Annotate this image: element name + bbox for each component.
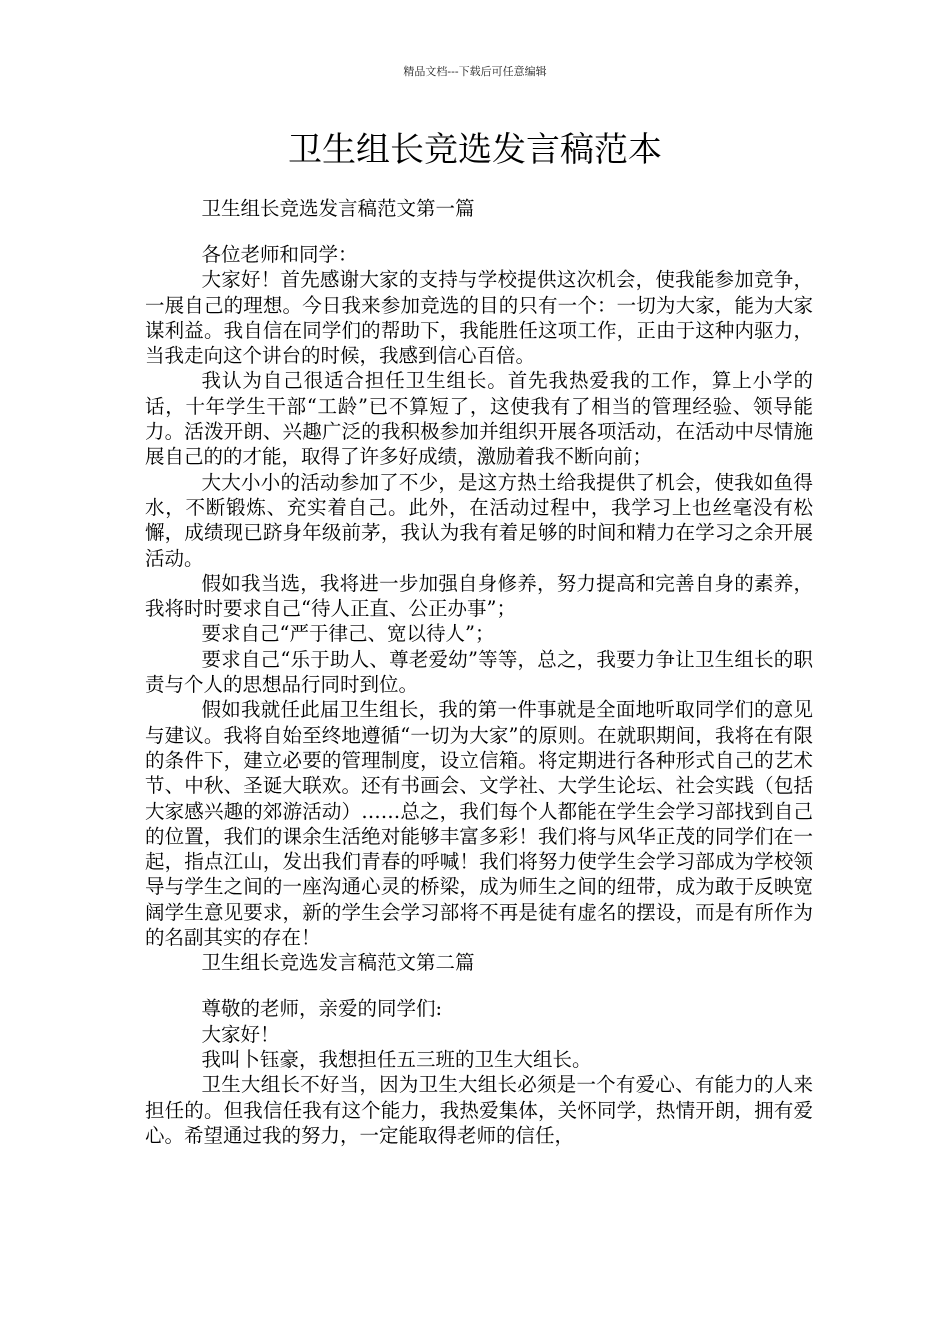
paragraph: 大大小小的活动参加了不少，是这方热土给我提供了机会，使我如鱼得水，不断锻炼、充实着自己。此外，在活动过程中，我学习上也丝毫没有松懈，成绩现已跻身年级前茅，我认为我有着足够的时间和精力在学习之余开展活动。 [145, 470, 813, 570]
paragraph: 要求自己“乐于助人、尊老爱幼”等等，总之，我要力争让卫生组长的职责与个人的思想品行同时到位。 [145, 647, 813, 697]
paragraph: 我叫卜钰豪，我想担任五三班的卫生大组长。 [201, 1047, 592, 1071]
greeting-2: 尊敬的老师，亲爱的同学们: [201, 997, 443, 1021]
greeting-1: 各位老师和同学： [201, 243, 358, 266]
paragraph: 我认为自己很适合担任卫生组长。首先我热爱我的工作，算上小学的话，十年学生干部“工龄”已不算短了，这使我有了相当的管理经验、领导能力。活泼开朗、兴趣广泛的我积极参加并组织开展各项活动，在活动中尽情施展自己的的才能，取得了许多好成绩，激励着我不断向前； [145, 369, 813, 469]
paragraph: 大家好！首先感谢大家的支持与学校提供这次机会，使我能参加竞争，一展自己的理想。今日我来参加竞选的目的只有一个：一切为大家，能为大家谋利益。我自信在同学们的帮助下，我能胜任这项工作，正由于这种内驱力，当我走向这个讲台的时候，我感到信心百倍。 [145, 268, 813, 368]
paragraph: 假如我当选，我将进一步加强自身修养，努力提高和完善自身的素养，我将时时要求自己“待人正直、公正办事”； [145, 571, 813, 621]
page-header: 精品文档---下载后可任意编辑 [403, 65, 547, 78]
section-heading-1: 卫生组长竞选发言稿范文第一篇 [201, 197, 475, 220]
paragraph: 假如我就任此届卫生组长，我的第一件事就是全面地听取同学们的意见与建议。我将自始至终地遵循“一切为大家”的原则。在就职期间，我将在有限的条件下，建立必要的管理制度，设立信箱。将定期进行各种形式自己的艺术节、中秋、圣诞大联欢。还有书画会、文学社、大学生论坛、社会实践（包括大家感兴趣的郊游活动）……总之，我们每个人都能在学生会学习部找到自己的位置，我们的课余生活绝对能够丰富多彩！我们将与风华正茂的同学们在一起，指点江山，发出我们青春的呼喊！我们将努力使学生会学习部成为学校领导与学生之间的一座沟通心灵的桥梁，成为师生之间的纽带，成为敢于反映宽阔学生意见要求，新的学生会学习部将不再是徒有虚名的摆设，而是有所作为的名副其实的存在！ [145, 698, 813, 950]
document-body [145, 196, 813, 1148]
paragraph: 要求自己“严于律己、宽以待人”； [201, 622, 495, 646]
paragraph: 卫生大组长不好当，因为卫生大组长必须是一个有爱心、有能力的人来担任的。但我信任我有这个能力，我热爱集体，关怀同学，热情开朗，拥有爱心。希望通过我的努力，一定能取得老师的信任， [145, 1073, 813, 1147]
section-heading-2: 卫生组长竞选发言稿范文第二篇 [201, 951, 475, 975]
page-title: 卫生组长竞选发言稿范本 [288, 130, 662, 170]
paragraph: 大家好！ [201, 1022, 280, 1046]
